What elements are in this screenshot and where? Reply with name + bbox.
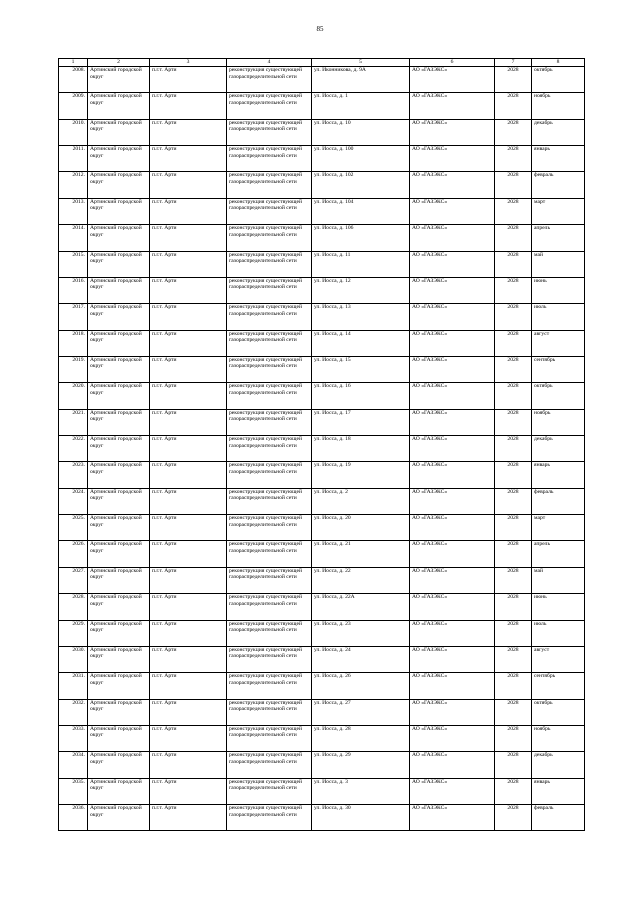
month-cell: март: [532, 198, 585, 224]
table-row: [59, 646, 585, 672]
organization-cell: АО «ГАЗЭКС»: [410, 330, 495, 356]
month-cell: октябрь: [532, 699, 585, 725]
organization-cell: АО «ГАЗЭКС»: [410, 725, 495, 751]
work-type-cell: реконструкция существующей газораспределительной сети: [227, 699, 312, 725]
month-cell: май: [532, 251, 585, 277]
district-cell: Артинский городской округ: [88, 725, 150, 751]
settlement-cell: п.г.т. Арти: [150, 515, 227, 541]
row-number: 2021.: [59, 409, 88, 435]
table-row: [59, 277, 585, 303]
settlement-cell: п.г.т. Арти: [150, 699, 227, 725]
table-row: [59, 225, 585, 251]
address-cell: ул. Иосса, д. 28: [312, 725, 410, 751]
year-cell: 2028: [495, 725, 532, 751]
organization-cell: АО «ГАЗЭКС»: [410, 462, 495, 488]
work-type-cell: реконструкция существующей газораспределительной сети: [227, 277, 312, 303]
year-cell: 2028: [495, 67, 532, 93]
address-cell: ул. Иконникова, д. 9А: [312, 67, 410, 93]
address-cell: ул. Иосса, д. 100: [312, 146, 410, 172]
table-row: [59, 146, 585, 172]
column-header: 8: [532, 59, 585, 67]
work-type-cell: реконструкция существующей газораспределительной сети: [227, 594, 312, 620]
address-cell: ул. Иосса, д. 27: [312, 699, 410, 725]
work-type-cell: реконструкция существующей газораспределительной сети: [227, 330, 312, 356]
work-type-cell: реконструкция существующей газораспределительной сети: [227, 67, 312, 93]
year-cell: 2028: [495, 462, 532, 488]
row-number: 2031.: [59, 673, 88, 699]
table-row: [59, 541, 585, 567]
district-cell: Артинский городской округ: [88, 251, 150, 277]
district-cell: Артинский городской округ: [88, 673, 150, 699]
year-cell: 2028: [495, 225, 532, 251]
district-cell: Артинский городской округ: [88, 67, 150, 93]
month-cell: август: [532, 646, 585, 672]
organization-cell: АО «ГАЗЭКС»: [410, 488, 495, 514]
year-cell: 2028: [495, 304, 532, 330]
district-cell: Артинский городской округ: [88, 541, 150, 567]
organization-cell: АО «ГАЗЭКС»: [410, 409, 495, 435]
year-cell: 2028: [495, 752, 532, 778]
settlement-cell: п.г.т. Арти: [150, 356, 227, 382]
year-cell: 2028: [495, 330, 532, 356]
row-number: 2022.: [59, 436, 88, 462]
address-cell: ул. Иосса, д. 102: [312, 172, 410, 198]
district-cell: Артинский городской округ: [88, 356, 150, 382]
work-type-cell: реконструкция существующей газораспределительной сети: [227, 383, 312, 409]
row-number: 2011.: [59, 146, 88, 172]
organization-cell: АО «ГАЗЭКС»: [410, 67, 495, 93]
month-cell: февраль: [532, 805, 585, 831]
district-cell: Артинский городской округ: [88, 515, 150, 541]
address-cell: ул. Иосса, д. 18: [312, 436, 410, 462]
district-cell: Артинский городской округ: [88, 304, 150, 330]
table-row: [59, 620, 585, 646]
month-cell: январь: [532, 146, 585, 172]
settlement-cell: п.г.т. Арти: [150, 225, 227, 251]
work-type-cell: реконструкция существующей газораспределительной сети: [227, 172, 312, 198]
district-cell: Артинский городской округ: [88, 699, 150, 725]
table-row: [59, 304, 585, 330]
work-type-cell: реконструкция существующей газораспределительной сети: [227, 515, 312, 541]
month-cell: октябрь: [532, 67, 585, 93]
settlement-cell: п.г.т. Арти: [150, 383, 227, 409]
district-cell: Артинский городской округ: [88, 752, 150, 778]
settlement-cell: п.г.т. Арти: [150, 646, 227, 672]
address-cell: ул. Иосса, д. 3: [312, 778, 410, 804]
organization-cell: АО «ГАЗЭКС»: [410, 119, 495, 145]
row-number: 2016.: [59, 277, 88, 303]
month-cell: январь: [532, 462, 585, 488]
year-cell: 2028: [495, 594, 532, 620]
work-type-cell: реконструкция существующей газораспределительной сети: [227, 805, 312, 831]
settlement-cell: п.г.т. Арти: [150, 488, 227, 514]
address-cell: ул. Иосса, д. 23: [312, 620, 410, 646]
year-cell: 2028: [495, 356, 532, 382]
settlement-cell: п.г.т. Арти: [150, 462, 227, 488]
organization-cell: АО «ГАЗЭКС»: [410, 146, 495, 172]
organization-cell: АО «ГАЗЭКС»: [410, 646, 495, 672]
address-cell: ул. Иосса, д. 11: [312, 251, 410, 277]
work-type-cell: реконструкция существующей газораспределительной сети: [227, 436, 312, 462]
month-cell: октябрь: [532, 383, 585, 409]
district-cell: Артинский городской округ: [88, 778, 150, 804]
column-header: 2: [88, 59, 150, 67]
address-cell: ул. Иосса, д. 26: [312, 673, 410, 699]
settlement-cell: п.г.т. Арти: [150, 725, 227, 751]
settlement-cell: п.г.т. Арти: [150, 93, 227, 119]
row-number: 2023.: [59, 462, 88, 488]
address-cell: ул. Иосса, д. 106: [312, 225, 410, 251]
organization-cell: АО «ГАЗЭКС»: [410, 515, 495, 541]
month-cell: сентябрь: [532, 356, 585, 382]
organization-cell: АО «ГАЗЭКС»: [410, 356, 495, 382]
address-cell: ул. Иосса, д. 13: [312, 304, 410, 330]
month-cell: март: [532, 515, 585, 541]
work-type-cell: реконструкция существующей газораспределительной сети: [227, 93, 312, 119]
year-cell: 2028: [495, 119, 532, 145]
table-row: [59, 673, 585, 699]
row-number: 2019.: [59, 356, 88, 382]
year-cell: 2028: [495, 620, 532, 646]
organization-cell: АО «ГАЗЭКС»: [410, 673, 495, 699]
settlement-cell: п.г.т. Арти: [150, 567, 227, 593]
address-cell: ул. Иосса, д. 30: [312, 805, 410, 831]
district-cell: Артинский городской округ: [88, 462, 150, 488]
organization-cell: АО «ГАЗЭКС»: [410, 383, 495, 409]
row-number: 2017.: [59, 304, 88, 330]
organization-cell: АО «ГАЗЭКС»: [410, 93, 495, 119]
column-header: 3: [150, 59, 227, 67]
settlement-cell: п.г.т. Арти: [150, 330, 227, 356]
year-cell: 2028: [495, 146, 532, 172]
row-number: 2036.: [59, 805, 88, 831]
work-type-cell: реконструкция существующей газораспределительной сети: [227, 620, 312, 646]
row-number: 2009.: [59, 93, 88, 119]
register-table: [58, 58, 585, 831]
organization-cell: АО «ГАЗЭКС»: [410, 436, 495, 462]
table-row: [59, 251, 585, 277]
month-cell: февраль: [532, 488, 585, 514]
month-cell: ноябрь: [532, 93, 585, 119]
month-cell: август: [532, 330, 585, 356]
table-row: [59, 383, 585, 409]
district-cell: Артинский городской округ: [88, 330, 150, 356]
address-cell: ул. Иосса, д. 20: [312, 515, 410, 541]
district-cell: Артинский городской округ: [88, 805, 150, 831]
year-cell: 2028: [495, 277, 532, 303]
row-number: 2030.: [59, 646, 88, 672]
table-row: [59, 436, 585, 462]
row-number: 2029.: [59, 620, 88, 646]
district-cell: Артинский городской округ: [88, 488, 150, 514]
table-row: [59, 462, 585, 488]
work-type-cell: реконструкция существующей газораспределительной сети: [227, 119, 312, 145]
column-header: 7: [495, 59, 532, 67]
table-row: [59, 778, 585, 804]
work-type-cell: реконструкция существующей газораспределительной сети: [227, 646, 312, 672]
district-cell: Артинский городской округ: [88, 567, 150, 593]
organization-cell: АО «ГАЗЭКС»: [410, 277, 495, 303]
work-type-cell: реконструкция существующей газораспределительной сети: [227, 541, 312, 567]
work-type-cell: реконструкция существующей газораспределительной сети: [227, 356, 312, 382]
district-cell: Артинский городской округ: [88, 172, 150, 198]
address-cell: ул. Иосса, д. 22: [312, 567, 410, 593]
district-cell: Артинский городской округ: [88, 646, 150, 672]
work-type-cell: реконструкция существующей газораспределительной сети: [227, 409, 312, 435]
address-cell: ул. Иосса, д. 14: [312, 330, 410, 356]
year-cell: 2028: [495, 515, 532, 541]
year-cell: 2028: [495, 646, 532, 672]
settlement-cell: п.г.т. Арти: [150, 620, 227, 646]
year-cell: 2028: [495, 805, 532, 831]
address-cell: ул. Иосса, д. 19: [312, 462, 410, 488]
year-cell: 2028: [495, 567, 532, 593]
organization-cell: АО «ГАЗЭКС»: [410, 567, 495, 593]
year-cell: 2028: [495, 488, 532, 514]
organization-cell: АО «ГАЗЭКС»: [410, 594, 495, 620]
work-type-cell: реконструкция существующей газораспределительной сети: [227, 304, 312, 330]
year-cell: 2028: [495, 198, 532, 224]
table-row: [59, 119, 585, 145]
district-cell: Артинский городской округ: [88, 93, 150, 119]
table-row: [59, 330, 585, 356]
month-cell: ноябрь: [532, 409, 585, 435]
row-number: 2034.: [59, 752, 88, 778]
organization-cell: АО «ГАЗЭКС»: [410, 778, 495, 804]
settlement-cell: п.г.т. Арти: [150, 673, 227, 699]
work-type-cell: реконструкция существующей газораспределительной сети: [227, 225, 312, 251]
address-cell: ул. Иосса, д. 21: [312, 541, 410, 567]
row-number: 2028.: [59, 594, 88, 620]
month-cell: декабрь: [532, 119, 585, 145]
settlement-cell: п.г.т. Арти: [150, 541, 227, 567]
settlement-cell: п.г.т. Арти: [150, 277, 227, 303]
table-row: [59, 356, 585, 382]
address-cell: ул. Иосса, д. 12: [312, 277, 410, 303]
work-type-cell: реконструкция существующей газораспределительной сети: [227, 567, 312, 593]
settlement-cell: п.г.т. Арти: [150, 304, 227, 330]
column-header: 5: [312, 59, 410, 67]
row-number: 2035.: [59, 778, 88, 804]
address-cell: ул. Иосса, д. 2: [312, 488, 410, 514]
organization-cell: АО «ГАЗЭКС»: [410, 172, 495, 198]
district-cell: Артинский городской округ: [88, 146, 150, 172]
table-row: [59, 409, 585, 435]
settlement-cell: п.г.т. Арти: [150, 67, 227, 93]
work-type-cell: реконструкция существующей газораспределительной сети: [227, 752, 312, 778]
work-type-cell: реконструкция существующей газораспределительной сети: [227, 198, 312, 224]
row-number: 2013.: [59, 198, 88, 224]
address-cell: ул. Иосса, д. 16: [312, 383, 410, 409]
district-cell: Артинский городской округ: [88, 620, 150, 646]
year-cell: 2028: [495, 409, 532, 435]
settlement-cell: п.г.т. Арти: [150, 805, 227, 831]
month-cell: июль: [532, 620, 585, 646]
work-type-cell: реконструкция существующей газораспределительной сети: [227, 488, 312, 514]
table-row: [59, 198, 585, 224]
page-number: 85: [316, 25, 324, 33]
month-cell: сентябрь: [532, 673, 585, 699]
table-row: [59, 488, 585, 514]
organization-cell: АО «ГАЗЭКС»: [410, 304, 495, 330]
column-header: 1: [59, 59, 88, 67]
row-number: 2015.: [59, 251, 88, 277]
column-header: 4: [227, 59, 312, 67]
month-cell: июнь: [532, 594, 585, 620]
address-cell: ул. Иосса, д. 10: [312, 119, 410, 145]
month-cell: февраль: [532, 172, 585, 198]
row-number: 2008.: [59, 67, 88, 93]
year-cell: 2028: [495, 251, 532, 277]
district-cell: Артинский городской округ: [88, 198, 150, 224]
table-row: [59, 93, 585, 119]
month-cell: декабрь: [532, 752, 585, 778]
year-cell: 2028: [495, 541, 532, 567]
year-cell: 2028: [495, 93, 532, 119]
row-number: 2018.: [59, 330, 88, 356]
settlement-cell: п.г.т. Арти: [150, 752, 227, 778]
district-cell: Артинский городской округ: [88, 436, 150, 462]
year-cell: 2028: [495, 778, 532, 804]
month-cell: май: [532, 567, 585, 593]
table-row: [59, 725, 585, 751]
row-number: 2020.: [59, 383, 88, 409]
address-cell: ул. Иосса, д. 15: [312, 356, 410, 382]
row-number: 2025.: [59, 515, 88, 541]
column-header: 6: [410, 59, 495, 67]
district-cell: Артинский городской округ: [88, 277, 150, 303]
row-number: 2012.: [59, 172, 88, 198]
table-row: [59, 805, 585, 831]
district-cell: Артинский городской округ: [88, 119, 150, 145]
district-cell: Артинский городской округ: [88, 225, 150, 251]
settlement-cell: п.г.т. Арти: [150, 778, 227, 804]
work-type-cell: реконструкция существующей газораспределительной сети: [227, 146, 312, 172]
work-type-cell: реконструкция существующей газораспределительной сети: [227, 462, 312, 488]
address-cell: ул. Иосса, д. 1: [312, 93, 410, 119]
table-row: [59, 594, 585, 620]
address-cell: ул. Иосса, д. 29: [312, 752, 410, 778]
month-cell: июль: [532, 304, 585, 330]
row-number: 2032.: [59, 699, 88, 725]
row-number: 2024.: [59, 488, 88, 514]
organization-cell: АО «ГАЗЭКС»: [410, 198, 495, 224]
settlement-cell: п.г.т. Арти: [150, 172, 227, 198]
table-row: [59, 172, 585, 198]
table-row: [59, 67, 585, 93]
month-cell: ноябрь: [532, 725, 585, 751]
month-cell: апрель: [532, 541, 585, 567]
organization-cell: АО «ГАЗЭКС»: [410, 541, 495, 567]
year-cell: 2028: [495, 383, 532, 409]
settlement-cell: п.г.т. Арти: [150, 146, 227, 172]
organization-cell: АО «ГАЗЭКС»: [410, 805, 495, 831]
address-cell: ул. Иосса, д. 17: [312, 409, 410, 435]
year-cell: 2028: [495, 673, 532, 699]
settlement-cell: п.г.т. Арти: [150, 594, 227, 620]
address-cell: ул. Иосса, д. 24: [312, 646, 410, 672]
month-cell: январь: [532, 778, 585, 804]
address-cell: ул. Иосса, д. 22А: [312, 594, 410, 620]
address-cell: ул. Иосса, д. 104: [312, 198, 410, 224]
row-number: 2026.: [59, 541, 88, 567]
table-row: [59, 699, 585, 725]
district-cell: Артинский городской округ: [88, 594, 150, 620]
work-type-cell: реконструкция существующей газораспределительной сети: [227, 673, 312, 699]
month-cell: апрель: [532, 225, 585, 251]
work-type-cell: реконструкция существующей газораспределительной сети: [227, 725, 312, 751]
settlement-cell: п.г.т. Арти: [150, 198, 227, 224]
row-number: 2010.: [59, 119, 88, 145]
year-cell: 2028: [495, 172, 532, 198]
row-number: 2033.: [59, 725, 88, 751]
year-cell: 2028: [495, 699, 532, 725]
row-number: 2014.: [59, 225, 88, 251]
district-cell: Артинский городской округ: [88, 409, 150, 435]
row-number: 2027.: [59, 567, 88, 593]
settlement-cell: п.г.т. Арти: [150, 436, 227, 462]
table-row: [59, 752, 585, 778]
month-cell: декабрь: [532, 436, 585, 462]
work-type-cell: реконструкция существующей газораспределительной сети: [227, 251, 312, 277]
month-cell: июнь: [532, 277, 585, 303]
organization-cell: АО «ГАЗЭКС»: [410, 225, 495, 251]
table-row: [59, 515, 585, 541]
settlement-cell: п.г.т. Арти: [150, 409, 227, 435]
organization-cell: АО «ГАЗЭКС»: [410, 752, 495, 778]
organization-cell: АО «ГАЗЭКС»: [410, 251, 495, 277]
column-number-row: [59, 59, 585, 67]
organization-cell: АО «ГАЗЭКС»: [410, 620, 495, 646]
table-row: [59, 567, 585, 593]
organization-cell: АО «ГАЗЭКС»: [410, 699, 495, 725]
settlement-cell: п.г.т. Арти: [150, 251, 227, 277]
settlement-cell: п.г.т. Арти: [150, 119, 227, 145]
year-cell: 2028: [495, 436, 532, 462]
work-type-cell: реконструкция существующей газораспределительной сети: [227, 778, 312, 804]
district-cell: Артинский городской округ: [88, 383, 150, 409]
